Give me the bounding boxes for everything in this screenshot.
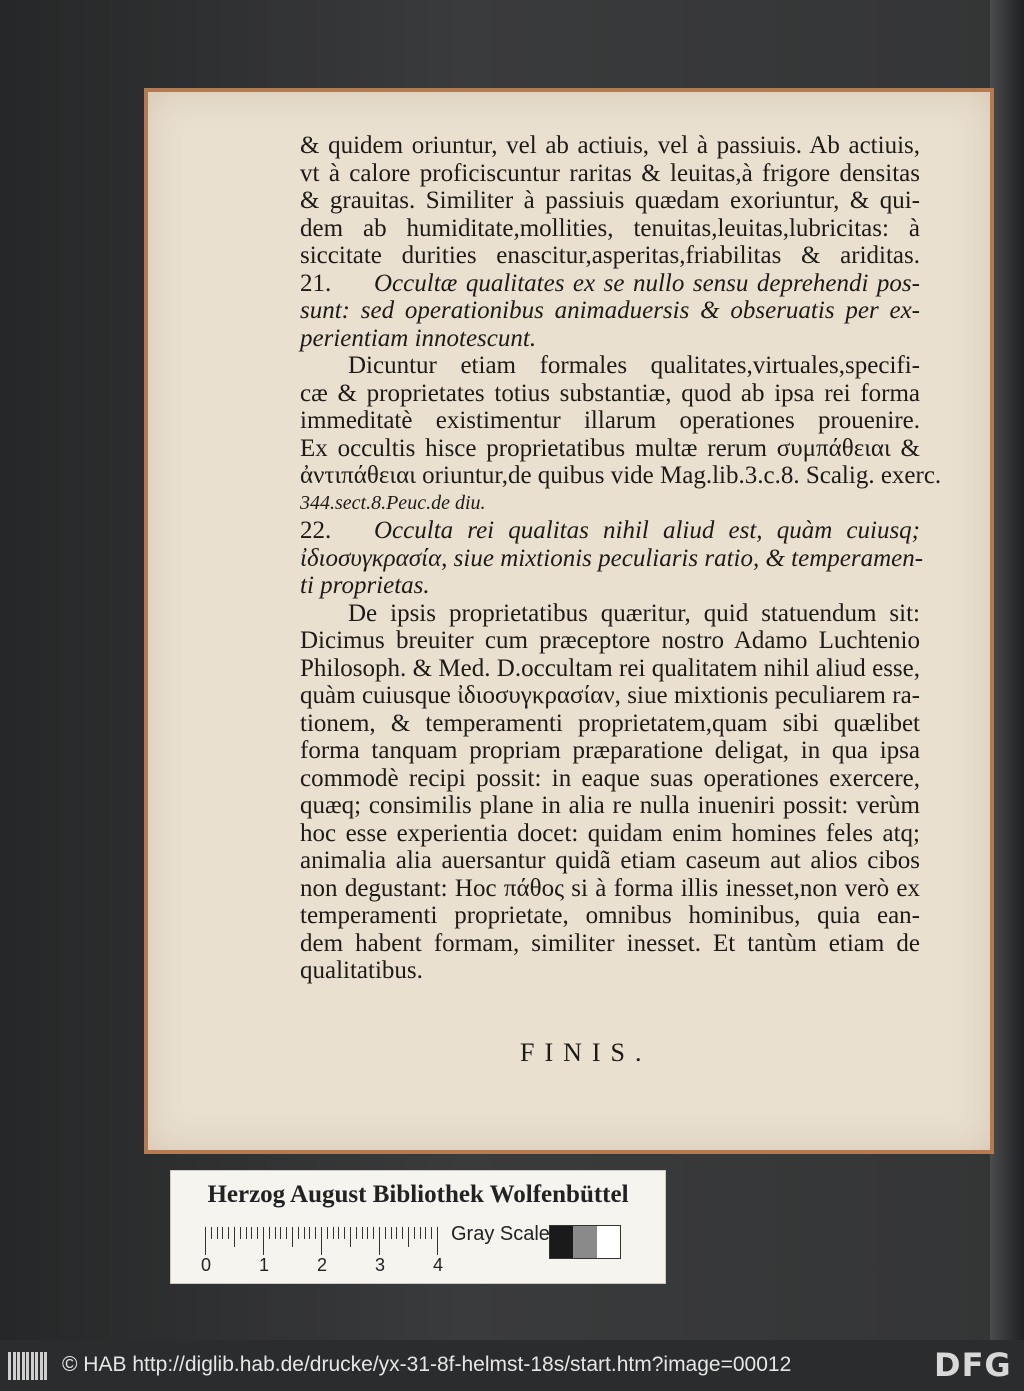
scale-number: 1 xyxy=(259,1255,270,1275)
ruler-tick xyxy=(315,1227,316,1239)
ruler-tick xyxy=(257,1227,258,1239)
barcode-bar xyxy=(26,1352,29,1380)
ruler-tick xyxy=(344,1227,345,1239)
text-line: Ex occultis hisce proprietatibus multæ rerum συμπάθειαι & xyxy=(300,434,920,462)
ruler-tick xyxy=(367,1227,368,1239)
ruler-tick xyxy=(420,1227,421,1239)
text-line: siccitate durities enascitur,asperitas,friabilitas & ariditas. xyxy=(300,242,920,269)
book-page xyxy=(144,88,994,1154)
page-text xyxy=(300,132,942,985)
text-line: qualitatibus. xyxy=(300,957,423,984)
scale-number: 2 xyxy=(317,1255,328,1275)
ruler-tick xyxy=(309,1227,310,1239)
ruler-tick xyxy=(385,1227,386,1239)
ruler-tick xyxy=(298,1227,299,1239)
thesis-21-line: perientiam innotescunt. xyxy=(300,324,537,352)
text-line: De ipsis proprietatibus quæritur, quid statuendum sit: xyxy=(348,599,920,627)
ruler-tick xyxy=(338,1227,339,1239)
text-line: vt à calore proficiscuntur raritas & leuitas,à frigore densitas xyxy=(300,159,920,187)
ruler-tick xyxy=(211,1227,212,1239)
ruler-tick xyxy=(333,1227,334,1239)
text-line: immeditatè existimentur illarum operationes prouenire. xyxy=(300,407,920,434)
ruler-tick xyxy=(437,1227,438,1255)
gray-scale-swatches xyxy=(549,1225,621,1259)
ruler-tick xyxy=(379,1227,380,1255)
copyright-url[interactable]: © HAB http://diglib.hab.de/drucke/yx-31-8f-helmst-18s/start.htm?image=00012 xyxy=(62,1353,792,1376)
gray-swatch-light xyxy=(597,1226,620,1258)
gray-scale-label: Gray Scale xyxy=(451,1223,550,1245)
text-line: ἀντιπάθειαι oriuntur,de quibus vide Mag.lib.3.c.8. Scalig. exerc. xyxy=(300,462,942,489)
text-line: Dicuntur etiam formales qualitates,virtuales,specifi- xyxy=(348,352,920,379)
scale-number: 0 xyxy=(201,1255,212,1275)
text-line: dem ab humiditate,mollities, tenuitas,leuitas,lubricitas: à xyxy=(300,214,920,242)
ruler-tick xyxy=(304,1227,305,1239)
ruler-tick xyxy=(431,1227,432,1239)
thesis-number: 21. xyxy=(300,269,332,297)
scale-number: 3 xyxy=(375,1255,386,1275)
ruler-tick xyxy=(350,1227,351,1247)
ruler-tick xyxy=(292,1227,293,1247)
text-line: forma tanquam propriam præparatione deligat, in qua ipsa xyxy=(300,737,920,764)
ruler-tick xyxy=(269,1227,270,1239)
thesis-text: Occultæ qualitates ex se nullo sensu deprehendi pos- xyxy=(374,269,920,297)
barcode-bar xyxy=(22,1352,25,1380)
text-line: temperamenti proprietate, omnibus hominibus, quia ean- xyxy=(300,902,920,929)
ruler-tick xyxy=(217,1227,218,1239)
gray-swatch-dark xyxy=(550,1226,573,1258)
text-line: quàm cuiusque ἰδιοσυγκρασίαν, siue mixtionis peculiarem ra- xyxy=(300,682,920,709)
text-line: commodè recipi possit: in eaque suas operationes exercere, xyxy=(300,764,920,792)
text-line: Dicimus breuiter cum præceptore nostro Adamo Luchtenio xyxy=(300,627,920,654)
text-line: quæq; consimilis plane in alia re nulla inueniri possit: verùm xyxy=(300,792,920,819)
ruler-tick xyxy=(205,1227,206,1255)
ruler-tick xyxy=(408,1227,409,1247)
ruler-tick xyxy=(222,1227,223,1239)
text-line: hoc esse experientia docet: quidam enim homines feles atq; xyxy=(300,819,920,847)
thesis-number: 22. xyxy=(300,517,332,544)
text-line: Philosoph. & Med. D.occultam rei qualitatem nihil aliud esse, xyxy=(300,654,920,682)
scan-edge xyxy=(990,0,1024,1340)
ruler-tick xyxy=(402,1227,403,1239)
ruler-tick xyxy=(373,1227,374,1239)
barcode-bar xyxy=(35,1352,38,1380)
thesis-text: Occulta rei qualitas nihil aliud est, quàm cuiusq; xyxy=(374,517,920,544)
library-name: Herzog August Bibliothek Wolfenbüttel xyxy=(207,1181,629,1208)
thesis-21-line xyxy=(300,270,920,298)
text-line: cæ & proprietates totius substantiæ, quod ab ipsa rei forma xyxy=(300,379,920,407)
thesis-22-line: ti proprietas. xyxy=(300,572,430,599)
ruler-tick xyxy=(327,1227,328,1239)
text-line: 344.sect.8.Peuc.de diu. xyxy=(300,491,486,514)
ruler-tick xyxy=(240,1227,241,1239)
text-line: dem habent formam, similiter inesset. Et tantùm etiam de xyxy=(300,929,920,957)
ruler-tick xyxy=(228,1227,229,1239)
ruler-tick xyxy=(362,1227,363,1239)
ruler-tick xyxy=(391,1227,392,1239)
color-calibration-card xyxy=(170,1170,666,1284)
thesis-21-line: sunt: sed operationibus animaduersis & obseruatis per ex- xyxy=(300,297,920,324)
ruler-tick xyxy=(356,1227,357,1239)
text-line: animalia alia auersantur quidã etiam caseum aut alios cibos xyxy=(300,847,920,874)
ruler-tick xyxy=(251,1227,252,1239)
ruler-tick xyxy=(414,1227,415,1239)
barcode-bar xyxy=(31,1352,34,1380)
barcode-icon xyxy=(8,1352,48,1380)
dfg-logo: DFG xyxy=(934,1346,1012,1384)
scale-number: 4 xyxy=(433,1255,444,1275)
ruler-tick xyxy=(321,1227,322,1255)
ruler-tick xyxy=(246,1227,247,1239)
footer-bar xyxy=(0,1340,1024,1391)
ruler-tick xyxy=(275,1227,276,1239)
ruler-tick xyxy=(286,1227,287,1239)
text-line: tionem, & temperamenti proprietatem,quam sibi quælibet xyxy=(300,709,920,737)
barcode-bar xyxy=(8,1352,11,1380)
ruler-tick xyxy=(425,1227,426,1239)
barcode-bar xyxy=(40,1352,43,1380)
thesis-22-line xyxy=(300,517,920,545)
ruler-tick xyxy=(234,1227,235,1247)
barcode-bar xyxy=(44,1352,47,1380)
ruler-tick xyxy=(396,1227,397,1239)
gray-swatch-mid xyxy=(573,1226,596,1258)
finis-heading: FINIS. xyxy=(520,1038,652,1067)
text-line: non degustant: Hoc πάθος si à forma illis inesset,non verò ex xyxy=(300,874,920,902)
text-line: & quidem oriuntur, vel ab actiuis, vel à passiuis. Ab actiuis, xyxy=(300,132,920,159)
ruler-tick xyxy=(280,1227,281,1239)
ruler-tick xyxy=(263,1227,264,1255)
barcode-bar xyxy=(13,1352,16,1380)
text-line: & grauitas. Similiter à passiuis quædam exoriuntur, & qui- xyxy=(300,187,920,214)
barcode-bar xyxy=(17,1352,20,1380)
scale-ruler xyxy=(205,1227,451,1255)
thesis-22-line: ἰδιοσυγκρασία, siue mixtionis peculiaris ratio, & temperamen- xyxy=(300,544,924,572)
